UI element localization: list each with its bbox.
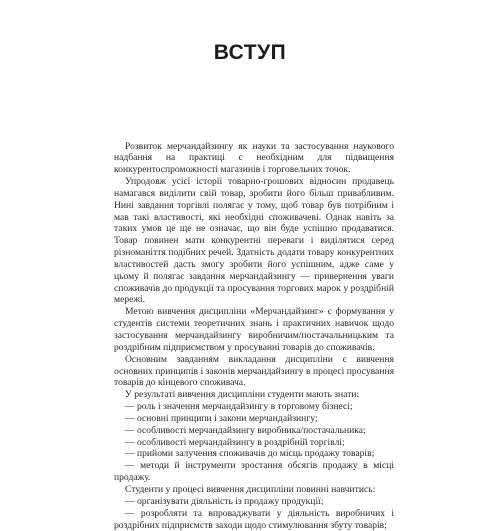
- paragraph: Метою вивчення дисципліни «Мерчандайзинг» є формування у студентів системи теоретичних знань і практичних навичок щодо застосування мерчандайзингу виробничим/постачальницьким та роздрібним підприємством у просуванні товарів до споживачів.: [114, 306, 394, 353]
- list-item: — особливості мерчандайзингу виробника/постачальника;: [114, 425, 394, 437]
- list-item: — роль і значення мерчандайзингу в торговому бізнесі;: [114, 401, 394, 413]
- paragraph: Упродовж усієї історії товарно-грошових відносин продавець намагався виділити свій товар, зробити його більш привабливим. Нині завдання торгівлі полягає у тому, щоб товар був потрібним і мав такі властивості, які необхідні споживачеві. Однак навіть за таких умов це ще не означає, що він буде успішно продаватися. Товар повинен мати конкурентні переваги і виділятися серед різноманіття подібних речей. Здатність додати товару конкурентних властивостей дасть змогу зробити його успішним, адже саме у цьому й полягає завдання мерчандайзингу — привернення уваги споживачів до продукції та просування торгових марок у роздрібній мережі.: [114, 176, 394, 306]
- paragraph: Основним завданням викладання дисципліни є вивчення основних принципів і законів мерчандайзингу в процесі просування товарів до кінцевого споживача.: [114, 354, 394, 390]
- page-title: ВСТУП: [0, 41, 500, 65]
- paragraph: У результаті вивчення дисципліни студенти мають знати:: [114, 389, 394, 401]
- paragraph: Студенти у процесі вивчення дисципліни повинні навчитись:: [114, 484, 394, 496]
- body-text: [114, 141, 394, 531]
- paragraph: Розвиток мерчандайзингу як науки та застосування наукового надбання на практиці є необхідним для підвищення конкурентоспроможності магазинів і торговельних точок.: [114, 141, 394, 177]
- list-item: — методи й інструменти зростання обсягів продажу в місці продажу.: [114, 460, 394, 484]
- list-item: — прийоми залучення споживачів до місць продажу товарів;: [114, 448, 394, 460]
- list-item: — основні принципи і закони мерчандайзингу;: [114, 413, 394, 425]
- list-item: — організувати діяльність із продажу продукції;: [114, 496, 394, 508]
- list-item: — розробляти та впроваджувати у діяльність виробничих і роздрібних підприємств заходи щодо стимулювання збуту товарів;: [114, 508, 394, 531]
- list-item: — особливості мерчандайзингу в роздрібній торгівлі;: [114, 437, 394, 449]
